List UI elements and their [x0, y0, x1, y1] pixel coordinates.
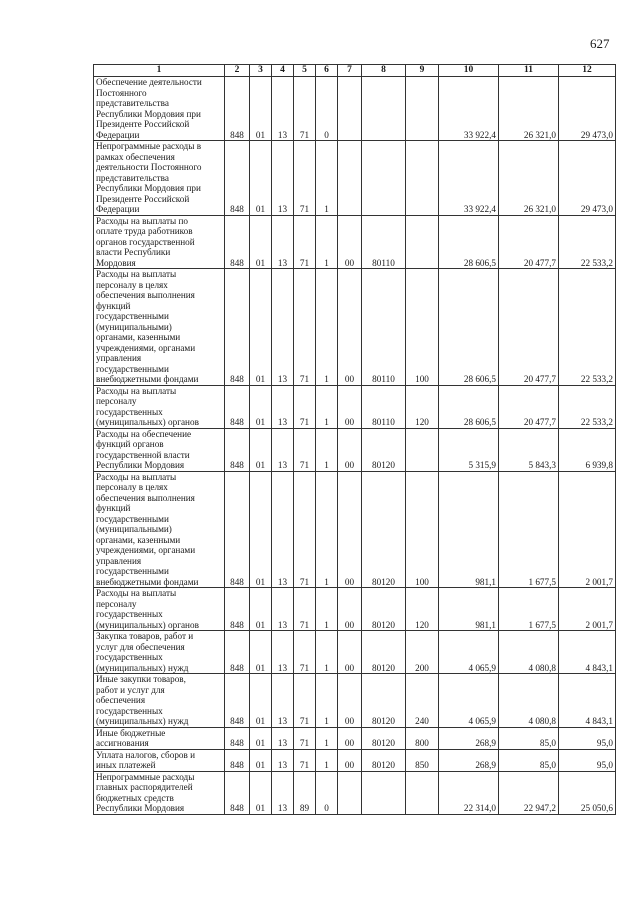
code-cell-c8: 80120: [362, 428, 406, 471]
code-cell-c9: 800: [406, 727, 439, 749]
row-name-line: (муниципальных) нужд: [96, 716, 189, 726]
amount-cell-c12: 4 843,1: [559, 631, 616, 674]
row-name-line: государственных: [96, 609, 163, 619]
code-cell-c7: 00: [338, 428, 362, 471]
code-cell-c3: 01: [250, 674, 272, 728]
amount-cell-c11: 4 080,8: [499, 674, 559, 728]
amount-cell-c10: 4 065,9: [439, 674, 499, 728]
code-cell-c8: 80120: [362, 674, 406, 728]
amount-cell-c12: 22 533,2: [559, 215, 616, 269]
code-cell-c7: 00: [338, 727, 362, 749]
code-cell-c8: 80110: [362, 385, 406, 428]
code-cell-c8: 80120: [362, 471, 406, 588]
code-cell-c9: 120: [406, 385, 439, 428]
row-name-line: Президенте Российской: [96, 119, 190, 129]
code-cell-c5: 71: [294, 215, 316, 269]
row-name-cell: [94, 77, 225, 141]
row-name-line: государственными: [96, 513, 169, 524]
row-name-line: органов государственной: [96, 236, 195, 247]
code-cell-c9: 240: [406, 674, 439, 728]
code-cell-c6: 1: [316, 631, 338, 674]
code-cell-c8: [362, 141, 406, 216]
row-name-cell: [94, 588, 225, 631]
code-cell-c2: 848: [225, 77, 250, 141]
row-name-line: работ и услуг для: [96, 684, 165, 695]
row-name-line: (муниципальными): [96, 321, 172, 332]
row-name-line: (муниципальных) органов: [96, 619, 199, 630]
code-cell-c9: [406, 771, 439, 814]
column-header: 9: [406, 65, 439, 77]
row-name-line: ассигнования: [96, 738, 149, 748]
column-header: 11: [499, 65, 559, 77]
code-cell-c6: 1: [316, 385, 338, 428]
amount-cell-c12: 22 533,2: [559, 385, 616, 428]
row-name-line: Уплата налогов, сборов и: [96, 749, 196, 760]
row-name-line: персоналу в целях: [96, 482, 168, 492]
amount-cell-c11: 20 477,7: [499, 215, 559, 269]
row-name-line: государственной власти: [96, 449, 190, 460]
code-cell-c2: 848: [225, 269, 250, 386]
code-cell-c9: 850: [406, 749, 439, 771]
row-name-line: Постоянного: [96, 87, 147, 98]
row-name-line: государственных: [96, 705, 163, 716]
row-name-cell: [94, 471, 225, 588]
amount-cell-c11: 20 477,7: [499, 269, 559, 386]
code-cell-c8: 80110: [362, 215, 406, 269]
row-name-line: деятельности Постоянного: [96, 162, 202, 172]
row-name-line: Иные бюджетные: [96, 727, 166, 738]
row-name-cell: [94, 749, 225, 771]
amount-cell-c10: 981,1: [439, 588, 499, 631]
budget-table: [93, 64, 616, 815]
code-cell-c9: [406, 215, 439, 269]
code-cell-c5: 71: [294, 385, 316, 428]
code-cell-c3: 01: [250, 749, 272, 771]
row-name-line: внебюджетными фондами: [96, 576, 199, 587]
amount-cell-c11: 20 477,7: [499, 385, 559, 428]
row-name-line: персоналу в целях: [96, 279, 168, 290]
row-name-cell: [94, 727, 225, 749]
table-row: [94, 77, 616, 141]
code-cell-c7: 00: [338, 674, 362, 728]
code-cell-c7: [338, 771, 362, 814]
code-cell-c3: 01: [250, 631, 272, 674]
code-cell-c6: 1: [316, 428, 338, 471]
table-row: [94, 588, 616, 631]
code-cell-c2: 848: [225, 771, 250, 814]
amount-cell-c10: 28 606,5: [439, 269, 499, 386]
code-cell-c9: [406, 141, 439, 216]
row-name-line: государственными: [96, 311, 169, 321]
amount-cell-c12: 29 473,0: [559, 141, 616, 216]
row-name-line: власти Республики: [96, 247, 171, 257]
table-row: [94, 749, 616, 771]
row-name-line: обеспечения: [96, 695, 146, 705]
table-row: [94, 727, 616, 749]
row-name-line: функций органов: [96, 439, 164, 449]
row-name-line: управления: [96, 555, 142, 566]
code-cell-c5: 71: [294, 428, 316, 471]
code-cell-c9: 100: [406, 269, 439, 386]
row-name-line: иных платежей: [96, 760, 156, 770]
amount-cell-c11: 85,0: [499, 727, 559, 749]
row-name-line: рамках обеспечения: [96, 151, 175, 162]
table-row: [94, 215, 616, 269]
code-cell-c8: [362, 77, 406, 141]
code-cell-c8: 80120: [362, 631, 406, 674]
amount-cell-c10: 268,9: [439, 727, 499, 749]
column-header: 1: [94, 65, 225, 77]
amount-cell-c10: 5 315,9: [439, 428, 499, 471]
code-cell-c9: 120: [406, 588, 439, 631]
row-name-line: представительства: [96, 172, 169, 183]
row-name-line: Расходы на выплаты: [96, 385, 177, 396]
row-name-line: органами, казенными: [96, 332, 181, 342]
code-cell-c9: 100: [406, 471, 439, 588]
amount-cell-c11: 5 843,3: [499, 428, 559, 471]
row-name-line: Расходы на выплаты по: [96, 215, 188, 226]
column-header: 5: [294, 65, 316, 77]
table-row: [94, 385, 616, 428]
row-name-line: бюджетных средств: [96, 792, 174, 803]
code-cell-c4: 13: [272, 771, 294, 814]
row-name-line: Расходы на обеспечение: [96, 428, 192, 439]
code-cell-c4: 13: [272, 471, 294, 588]
code-cell-c6: 1: [316, 727, 338, 749]
code-cell-c4: 13: [272, 674, 294, 728]
row-name-line: (муниципальных) органов: [96, 417, 199, 427]
code-cell-c6: 1: [316, 141, 338, 216]
column-header: 8: [362, 65, 406, 77]
amount-cell-c11: 85,0: [499, 749, 559, 771]
code-cell-c8: 80110: [362, 269, 406, 386]
code-cell-c2: 848: [225, 385, 250, 428]
row-name-cell: [94, 269, 225, 386]
row-name-line: Расходы на выплаты: [96, 471, 177, 482]
row-name-line: Расходы на выплаты: [96, 269, 177, 279]
code-cell-c5: 71: [294, 269, 316, 386]
row-name-line: представительства: [96, 98, 169, 108]
row-name-line: функций: [96, 300, 131, 311]
row-name-line: персоналу: [96, 598, 137, 609]
row-name-line: Иные закупки товаров,: [96, 674, 186, 684]
code-cell-c5: 71: [294, 471, 316, 588]
amount-cell-c10: 33 922,4: [439, 77, 499, 141]
column-header: 7: [338, 65, 362, 77]
code-cell-c6: 1: [316, 215, 338, 269]
row-name-cell: [94, 631, 225, 674]
row-name-line: Федерации: [96, 204, 140, 214]
amount-cell-c10: 22 314,0: [439, 771, 499, 814]
code-cell-c5: 89: [294, 771, 316, 814]
row-name-cell: [94, 771, 225, 814]
code-cell-c8: 80120: [362, 749, 406, 771]
amount-cell-c12: 6 939,8: [559, 428, 616, 471]
row-name-line: (муниципальными): [96, 524, 172, 534]
row-name-line: Республики Мордовия при: [96, 183, 201, 193]
row-name-line: (муниципальных) нужд: [96, 662, 189, 673]
row-name-cell: [94, 385, 225, 428]
column-header: 4: [272, 65, 294, 77]
table-row: [94, 428, 616, 471]
code-cell-c2: 848: [225, 727, 250, 749]
amount-cell-c12: 2 001,7: [559, 471, 616, 588]
amount-cell-c10: 28 606,5: [439, 215, 499, 269]
code-cell-c7: 00: [338, 471, 362, 588]
table-row: [94, 631, 616, 674]
row-name-line: Обеспечение деятельности: [96, 77, 202, 87]
amount-cell-c10: 268,9: [439, 749, 499, 771]
column-header: 12: [559, 65, 616, 77]
code-cell-c6: 1: [316, 588, 338, 631]
amount-cell-c11: 4 080,8: [499, 631, 559, 674]
code-cell-c4: 13: [272, 749, 294, 771]
row-name-line: Республики Мордовия при: [96, 108, 201, 119]
code-cell-c7: 00: [338, 631, 362, 674]
code-cell-c3: 01: [250, 771, 272, 814]
amount-cell-c11: 26 321,0: [499, 77, 559, 141]
code-cell-c2: 848: [225, 471, 250, 588]
code-cell-c2: 848: [225, 674, 250, 728]
row-name-cell: [94, 428, 225, 471]
code-cell-c3: 01: [250, 215, 272, 269]
row-name-line: внебюджетными фондами: [96, 374, 199, 384]
row-name-line: Республики Мордовия: [96, 803, 185, 813]
code-cell-c7: 00: [338, 215, 362, 269]
code-cell-c3: 01: [250, 141, 272, 216]
code-cell-c9: 200: [406, 631, 439, 674]
row-name-line: Республики Мордовия: [96, 460, 185, 470]
row-name-line: государственных: [96, 652, 163, 662]
page-number: 627: [590, 36, 610, 51]
code-cell-c4: 13: [272, 141, 294, 216]
row-name-cell: [94, 215, 225, 269]
row-name-line: органами, казенными: [96, 534, 181, 545]
code-cell-c2: 848: [225, 215, 250, 269]
code-cell-c2: 848: [225, 428, 250, 471]
amount-cell-c12: 95,0: [559, 727, 616, 749]
column-header: 2: [225, 65, 250, 77]
row-name-cell: [94, 141, 225, 216]
amount-cell-c10: 4 065,9: [439, 631, 499, 674]
code-cell-c6: 1: [316, 749, 338, 771]
amount-cell-c12: 22 533,2: [559, 269, 616, 386]
row-name-line: Закупка товаров, работ и: [96, 631, 194, 641]
code-cell-c9: [406, 77, 439, 141]
row-name-line: учреждениями, органами: [96, 545, 196, 555]
code-cell-c5: 71: [294, 77, 316, 141]
code-cell-c4: 13: [272, 385, 294, 428]
code-cell-c2: 848: [225, 631, 250, 674]
column-header: 6: [316, 65, 338, 77]
code-cell-c5: 71: [294, 749, 316, 771]
code-cell-c8: 80120: [362, 727, 406, 749]
table-row: [94, 471, 616, 588]
amount-cell-c11: 26 321,0: [499, 141, 559, 216]
table-row: [94, 674, 616, 728]
table-row: [94, 771, 616, 814]
row-name-line: Расходы на выплаты: [96, 588, 177, 598]
code-cell-c4: 13: [272, 588, 294, 631]
code-cell-c5: 71: [294, 674, 316, 728]
amount-cell-c11: 22 947,2: [499, 771, 559, 814]
column-header: 3: [250, 65, 272, 77]
code-cell-c6: 0: [316, 771, 338, 814]
row-name-line: государственными: [96, 566, 169, 576]
amount-cell-c11: 1 677,5: [499, 588, 559, 631]
row-name-line: управления: [96, 353, 142, 363]
row-name-line: Непрограммные расходы: [96, 771, 195, 782]
row-name-line: главных распорядителей: [96, 782, 193, 792]
code-cell-c2: 848: [225, 749, 250, 771]
code-cell-c5: 71: [294, 727, 316, 749]
code-cell-c3: 01: [250, 428, 272, 471]
code-cell-c8: 80120: [362, 588, 406, 631]
code-cell-c5: 71: [294, 141, 316, 216]
code-cell-c4: 13: [272, 269, 294, 386]
table-row: [94, 141, 616, 216]
code-cell-c9: [406, 428, 439, 471]
amount-cell-c12: 2 001,7: [559, 588, 616, 631]
amount-cell-c10: 28 606,5: [439, 385, 499, 428]
code-cell-c3: 01: [250, 471, 272, 588]
row-name-line: функций: [96, 503, 131, 513]
code-cell-c7: [338, 141, 362, 216]
code-cell-c5: 71: [294, 588, 316, 631]
row-name-line: обеспечения выполнения: [96, 492, 195, 503]
row-name-line: государственными: [96, 363, 169, 374]
code-cell-c7: 00: [338, 749, 362, 771]
row-name-line: персоналу: [96, 396, 137, 406]
amount-cell-c11: 1 677,5: [499, 471, 559, 588]
code-cell-c5: 71: [294, 631, 316, 674]
row-name-line: Президенте Российской: [96, 193, 190, 204]
code-cell-c6: 0: [316, 77, 338, 141]
code-cell-c3: 01: [250, 727, 272, 749]
code-cell-c4: 13: [272, 77, 294, 141]
row-name-line: государственных: [96, 406, 163, 417]
code-cell-c3: 01: [250, 269, 272, 386]
amount-cell-c12: 95,0: [559, 749, 616, 771]
code-cell-c7: 00: [338, 269, 362, 386]
row-name-line: Непрограммные расходы в: [96, 141, 202, 151]
amount-cell-c12: 4 843,1: [559, 674, 616, 728]
code-cell-c6: 1: [316, 269, 338, 386]
code-cell-c2: 848: [225, 141, 250, 216]
code-cell-c6: 1: [316, 674, 338, 728]
row-name-cell: [94, 674, 225, 728]
code-cell-c7: [338, 77, 362, 141]
row-name-line: Федерации: [96, 129, 140, 140]
code-cell-c4: 13: [272, 428, 294, 471]
table-body: [94, 77, 616, 815]
code-cell-c6: 1: [316, 471, 338, 588]
code-cell-c4: 13: [272, 215, 294, 269]
code-cell-c7: 00: [338, 588, 362, 631]
code-cell-c4: 13: [272, 727, 294, 749]
amount-cell-c12: 29 473,0: [559, 77, 616, 141]
amount-cell-c12: 25 050,6: [559, 771, 616, 814]
code-cell-c3: 01: [250, 588, 272, 631]
code-cell-c7: 00: [338, 385, 362, 428]
column-header: 10: [439, 65, 499, 77]
code-cell-c2: 848: [225, 588, 250, 631]
code-cell-c4: 13: [272, 631, 294, 674]
code-cell-c3: 01: [250, 385, 272, 428]
row-name-line: оплате труда работников: [96, 226, 193, 236]
table-header-row: [94, 65, 616, 77]
row-name-line: Мордовия: [96, 257, 136, 268]
amount-cell-c10: 981,1: [439, 471, 499, 588]
amount-cell-c10: 33 922,4: [439, 141, 499, 216]
row-name-line: услуг для обеспечения: [96, 641, 185, 652]
row-name-line: учреждениями, органами: [96, 342, 196, 353]
row-name-line: обеспечения выполнения: [96, 290, 195, 300]
code-cell-c8: [362, 771, 406, 814]
code-cell-c3: 01: [250, 77, 272, 141]
table-row: [94, 269, 616, 386]
